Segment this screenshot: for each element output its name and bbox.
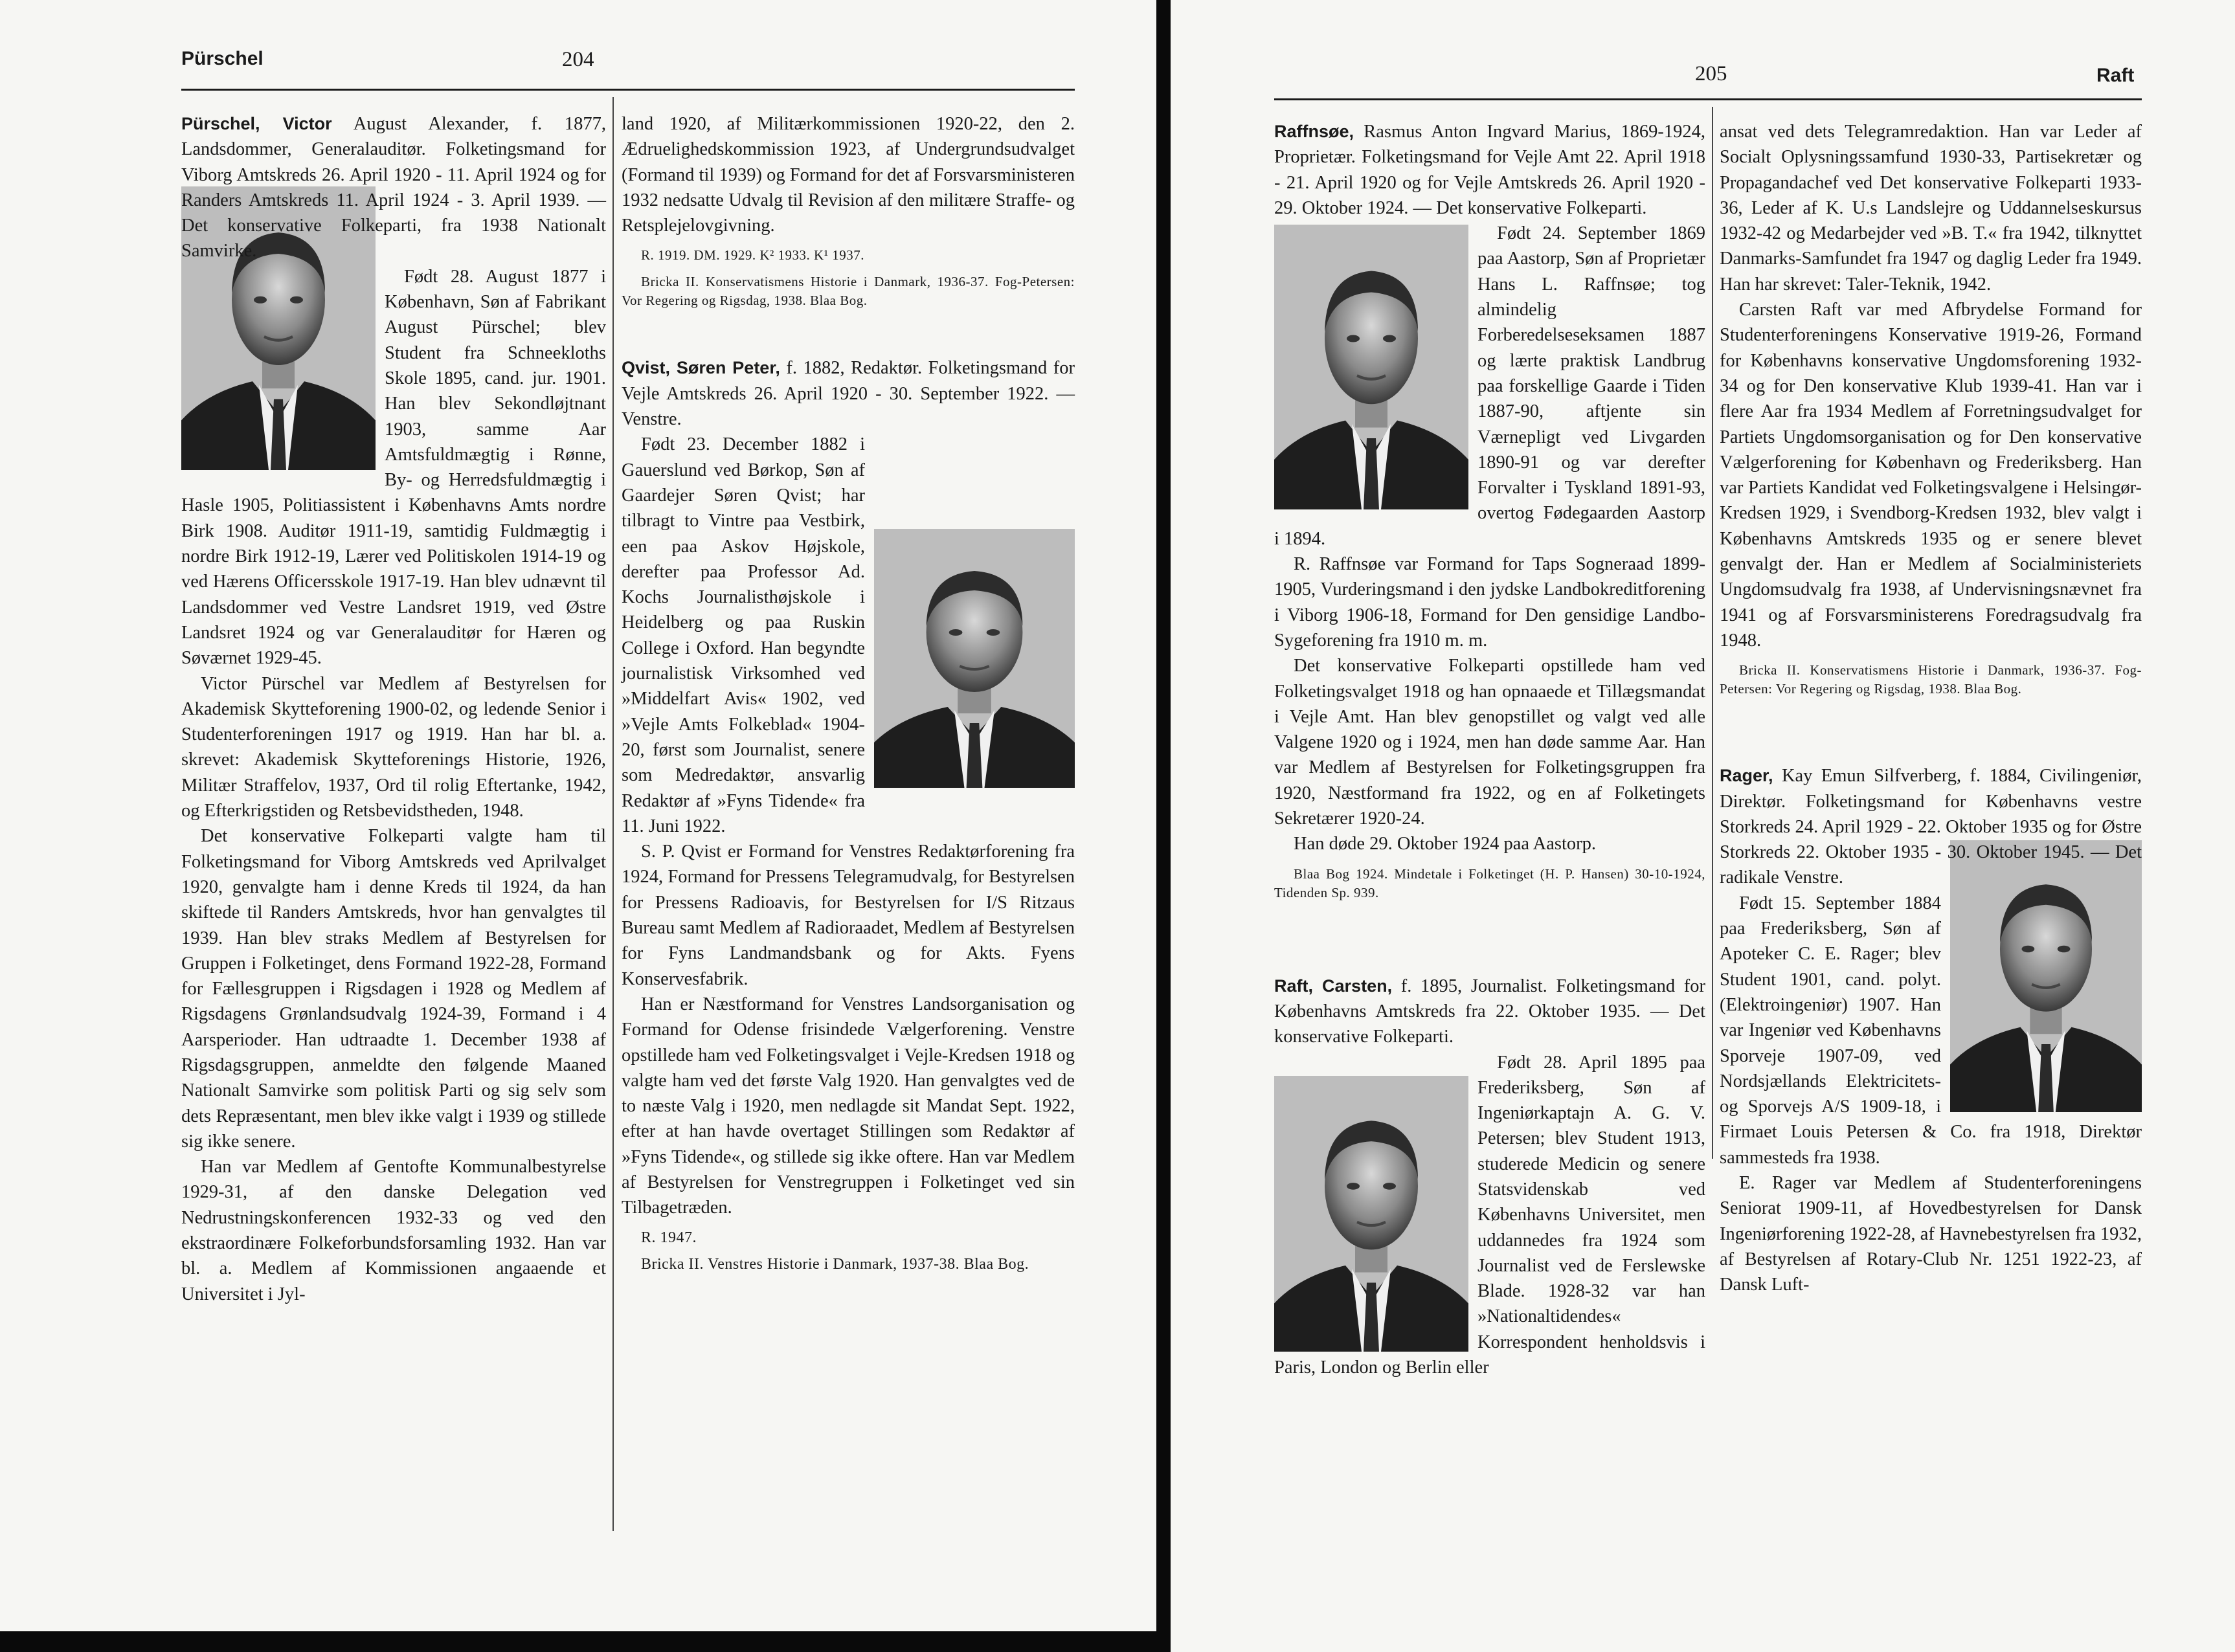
portrait-raft xyxy=(1274,1076,1468,1352)
right-column-2 xyxy=(1720,119,2142,1297)
entry-paragraph: Carsten Raft var med Afbrydelse Formand for Studenterforeningens Konservative 1919-26, Formand for Københavns konservative Ungdomsforening 1932-34 og for Den konservative Klub 1939-41. Han var i flere Aar fra 1934 Medlem af Forretningsudvalget for Partiets Ungdomsorganisation og for Den konservative Vælgerforening for København og Frederiksberg. Han var Partiets Kandidat ved Folketingsvalgene i Helsingør-Kredsen 1929, i Svendborg-Kredsen 1932, blev valgt i Københavns Amtskreds 1935 og er senere blevet genvalgt der. Han er Medlem af Socialministeriets Ungdomsudvalg fra 1938, af Undervisningsnævnet fra 1941 og af Forsvarsministerens Foredragsudvalg fra 1948. xyxy=(1720,300,2142,651)
column-separator xyxy=(612,97,614,1531)
entry-paragraph: Victor Pürschel var Medlem af Bestyrelsen for Akademisk Skytteforening 1900-02, og ledende Senior i Studenterforeningen 1917 og 1919. Han har bl. a. skrevet: Akademisk Skytteforenings Historie, 1926, Militær Straffelov, 1937, Ord til rolig Eftertanke, 1942, og Efterkrigstiden og Retsbevidstheden, 1948. xyxy=(181,673,606,821)
entry-paragraph: land 1920, af Militærkommissionen 1920-22, den 2. Ædruelighedskommission 1923, af Undergrundsudvalget (Formand til 1939) og Formand for det af Forsvarsministeren 1932 nedsatte Udvalg til Revision af den militære Straffe- og Retsplejelovgivning. xyxy=(622,114,1075,236)
entry-paragraph: Født 28. April 1895 paa Frederiksberg, Søn af Ingeniørkaptajn A. G. V. Petersen; blev Student 1913, studerede Medicin og senere Statsvidenskab ved Københavns Universitet, men uddannedes fra 1924 som Journalist ved de Ferslewske Blade. 1928-32 var han »Nationaltidendes« Korrespondent henholdsvis i Paris, London og Berlin eller xyxy=(1274,1052,1705,1378)
page-number-left: 204 xyxy=(562,48,594,71)
running-header-right: Raft xyxy=(2096,65,2135,86)
entry-name: Raffnsøe, xyxy=(1274,122,1354,141)
portrait-raffnsoe xyxy=(1274,225,1468,509)
entry-paragraph: ansat ved dets Telegramredaktion. Han var Leder af Socialt Oplysningssamfund 1930-33, Partisekretær og Propagandachef ved Det konservative Folkeparti 1933-36, Leder af K. U.s Landslejre og Uddannelseskursus 1932-42 og Medarbejder ved »B. T.« fra 1942, tilknyttet Danmarks-Samfundet fra 1947 og daglig Leder fra 1949. Han har skrevet: Taler-Teknik, 1942. xyxy=(1720,122,2142,295)
entry-name: Rager, xyxy=(1720,766,1773,786)
entry-paragraph: Han var Medlem af Gentofte Kommunalbestyrelse 1929-31, af den danske Delegation ved Nedrustningskonferencen 1932-33 og ved den ekstraordinære Folkeforbundsforsamling 1932. Han var bl. a. Medlem af Kommissionen angaaende et Universitet i Jyl- xyxy=(181,1157,606,1304)
column-separator xyxy=(1712,107,1713,1159)
entry-qvist: Qvist, Søren Peter, f. 1882, Redaktør. Folketingsmand for Vejle Amtskreds 26. April 1920 - 30. September 1922. — Venstre. xyxy=(622,358,1075,430)
portrait-rager xyxy=(1950,840,2142,1112)
header-rule xyxy=(1274,98,2142,100)
entry-raft: Raft, Carsten, f. 1895, Journalist. Folketingsmand for Københavns Amtskreds fra 22. Oktober 1935. — Det konservative Folkeparti. xyxy=(1274,976,1706,1047)
entry-paragraph: Han er Næstformand for Venstres Landsorganisation og Formand for Odense frisindede Vælgerforening. Venstre opstillede ham ved Folketingsvalget i Vejle-Kredsen 1918 og valgte ham ved det første Valg 1920. Han genvalgtes ved de to næste Valg i 1920, men nedlagde sit Mandat Sept. 1922, efter at han havde overtaget Stillingen som Redaktør af »Fyns Tidende«, og stillede sig ikke oftere. Han var Medlem af Bestyrelsen for Venstregruppen i Folketinget ved sin Tilbagetræden. xyxy=(622,994,1075,1218)
entry-raffnsoe: Raffnsøe, Rasmus Anton Ingvard Marius, 1869-1924, Proprietær. Folketingsmand for Vejle Amt 22. April 1918 - 21. April 1920 og for Vejle Amtskreds 26. April 1920 - 29. Oktober 1924. — Det konservative Folkeparti. xyxy=(1274,122,1705,218)
entry-rager: Rager, Kay Emun Silfverberg, f. 1884, Civilingeniør, Direktør. Folketingsmand for Københavns vestre Storkreds 24. April 1929 - 22. Oktober 1935 og for Østre Storkreds 22. Oktober 1935 - 30. Oktober 1945. — Det radikale Venstre. xyxy=(1720,766,2142,888)
entry-paragraph: S. P. Qvist er Formand for Venstres Redaktørforening fra 1924, Formand for Pressens Telegramudvalg, for Bestyrelsen for Pressens Radioavis, for Bestyrelsen for I/S Ritzaus Bureau samt Medlem af Radioraadet, Medlem af Bestyrelsen for Fyns Landmandsbank og for Akts. Fyens Konservesfabrik. xyxy=(622,842,1075,989)
entry-paragraph: E. Rager var Medlem af Studenterforeningens Seniorat 1909-11, af Hovedbestyrelsen for Dansk Ingeniørforening 1922-28, af Havnebestyrelsen fra 1932, af Bestyrelsen af Rotary-Club Nr. 1251 1922-23, af Dansk Luft- xyxy=(1720,1172,2142,1295)
entry-paragraph: Det konservative Folkeparti opstillede ham ved Folketingsvalget 1918 og han opnaaede et Tillægsmandat i Vejle Amt. Han blev genopstillet og valgt ved alle Valgene 1920 og i 1924, men han døde samme Aar. Han var Medlem af Bestyrelsen for Folketingsgruppen fra 1920, Næstformand fra 1922, og en af Folketingets Sekretærer 1920-24. xyxy=(1274,656,1705,829)
entry-reference: Blaa Bog 1924. Mindetale i Folketinget (H. P. Hansen) 30-10-1924, Tidenden Sp. 939. xyxy=(1274,865,1705,900)
header-rule xyxy=(181,89,1075,91)
left-column-2 xyxy=(622,111,1075,1282)
left-column-1 xyxy=(181,111,606,1307)
entry-reference: Bricka II. Konservatismens Historie i Danmark, 1936-37. Fog-Petersen: Vor Regering og Rigsdag, 1938. Blaa Bog. xyxy=(622,274,1075,309)
entry-reference: Bricka II. Konservatismens Historie i Danmark, 1936-37. Fog-Petersen: Vor Regering og Rigsdag, 1938. Blaa Bog. xyxy=(1720,662,2142,697)
entry-name: Pürschel, Victor xyxy=(181,114,332,133)
entry-reference: R. 1947. xyxy=(641,1229,697,1246)
entry-paragraph: R. Raffnsøe var Formand for Taps Sogneraad 1899-1905, Vurderingsmand i den jydske Landbokreditforening i Viborg 1906-18, Formand for Den gensidige Landbo-Sygeforening fra 1910 m. m. xyxy=(1274,554,1705,651)
right-column-1 xyxy=(1274,119,1705,1380)
entry-paragraph: Født 15. September 1884 paa Frederiksberg, Søn af Apoteker C. E. Rager; blev Student 1901, cand. polyt. (Elektroingeniør) 1907. Han var Ingeniør ved Københavns Sporveje 1907-09, ved Nordsjællands Elektricitets- og Sporvejs A/S 1909-18, i Firmaet Louis Petersen & Co. fra 1918, Direktør sammesteds fra 1938. xyxy=(1720,893,2142,1168)
entry-paragraph: Født 23. December 1882 i Gauerslund ved Børkop, Søn af Gaardejer Søren Qvist; har tilbragt to Vintre paa Vestbirk, een paa Askov Højskole, derefter paa Professor Ad. Kochs Journalisthøjskole i Heidelberg og paa Ruskin College i Oxford. Han begyndte journalistisk Virksomhed ved »Middelfart Avis« 1902, ved »Vejle Amts Folkeblad« 1904-20, først som Journalist, senere som Medredaktør, ansvarlig Redaktør af »Fyns Tidende« fra 11. Juni 1922. xyxy=(622,434,865,836)
entry-reference: R. 1919. DM. 1929. K² 1933. K¹ 1937. xyxy=(641,247,865,263)
entry-paragraph: Født 28. August 1877 i København, Søn af Fabrikant August Pürschel; blev Student fra Schneekloths Skole 1895, cand. jur. 1901. Han blev Sekondløjtnant 1903, samme Aar Amtsfuldmægtig i Rønne, By- og Herredsfuldmægtig i Hasle 1905, Politiassistent i Københavns Amts nordre Birk 1908. Auditør 1911-19, samtidig Fuldmægtig i nordre Birk 1912-19, Lærer ved Politiskolen 1914-19 og ved Hærens Officersskole 1917-19. Han blev udnævnt til Landsdommer ved Vestre Landsret 1919, ved Østre Landsret 1924 og var Generalauditør for Hæren og Søværnet 1929-45. xyxy=(181,266,606,669)
running-header-left: Pürschel xyxy=(181,48,264,69)
entry-reference: Bricka II. Venstres Historie i Danmark, 1937-38. Blaa Bog. xyxy=(641,1255,1029,1273)
entry-name: Raft, Carsten, xyxy=(1274,976,1393,996)
entry-paragraph: Det konservative Folkeparti valgte ham til Folketingsmand for Viborg Amtskreds ved Aprilvalget 1920, genvalgte ham i denne Kreds til 1924, da han skiftede til Randers Amtskreds, hvor han genvalgtes til 1939. Han blev straks Medlem af Bestyrelsen for Gruppen i Folketinget, dens Formand 1922-28, Formand for Fællesgruppen i Rigsdagen i 1928 og Medlem af Rigsdagens Grønlandsudvalg 1924-39, Formand i 4 Aarsperioder. Han udtraadte 1. December 1938 af Rigsdagsgruppen, anmeldte den følgende Maaned Nationalt Samvirke som politisk Parti og sig selv som dets Repræsentant, men blev ikke valgt i 1939 og stillede sig ikke senere. xyxy=(181,826,606,1152)
right-page xyxy=(1171,0,2235,1652)
entry-purschel: Pürschel, Victor August Alexander, f. 1877, Landsdommer, Generalauditør. Folketingsmand for Viborg Amtskreds 26. April 1920 - 11. April 1924 og for Randers Amtskreds 11. April 1924 - 3. April 1939. — Det konservative Folkeparti, fra 1938 Nationalt Samvirke. xyxy=(181,114,606,262)
portrait-qvist xyxy=(874,529,1075,788)
entry-paragraph: Født 24. September 1869 paa Aastorp, Søn af Proprietær Hans L. Raffnsøe; tog almindelig Forberedelseseksamen 1887 og lærte praktisk Landbrug paa forskellige Gaarde i Tiden 1887-90, aftjente sin Værnepligt ved Livgarden 1890-91 og var derefter Forvalter i Tyskland 1891-93, overtog Fødegaarden Aastorp i 1894. xyxy=(1274,223,1705,549)
entry-paragraph: Han døde 29. Oktober 1924 paa Aastorp. xyxy=(1294,834,1596,854)
page-number-right: 205 xyxy=(1695,62,1727,85)
entry-name: Qvist, Søren Peter, xyxy=(622,358,780,378)
